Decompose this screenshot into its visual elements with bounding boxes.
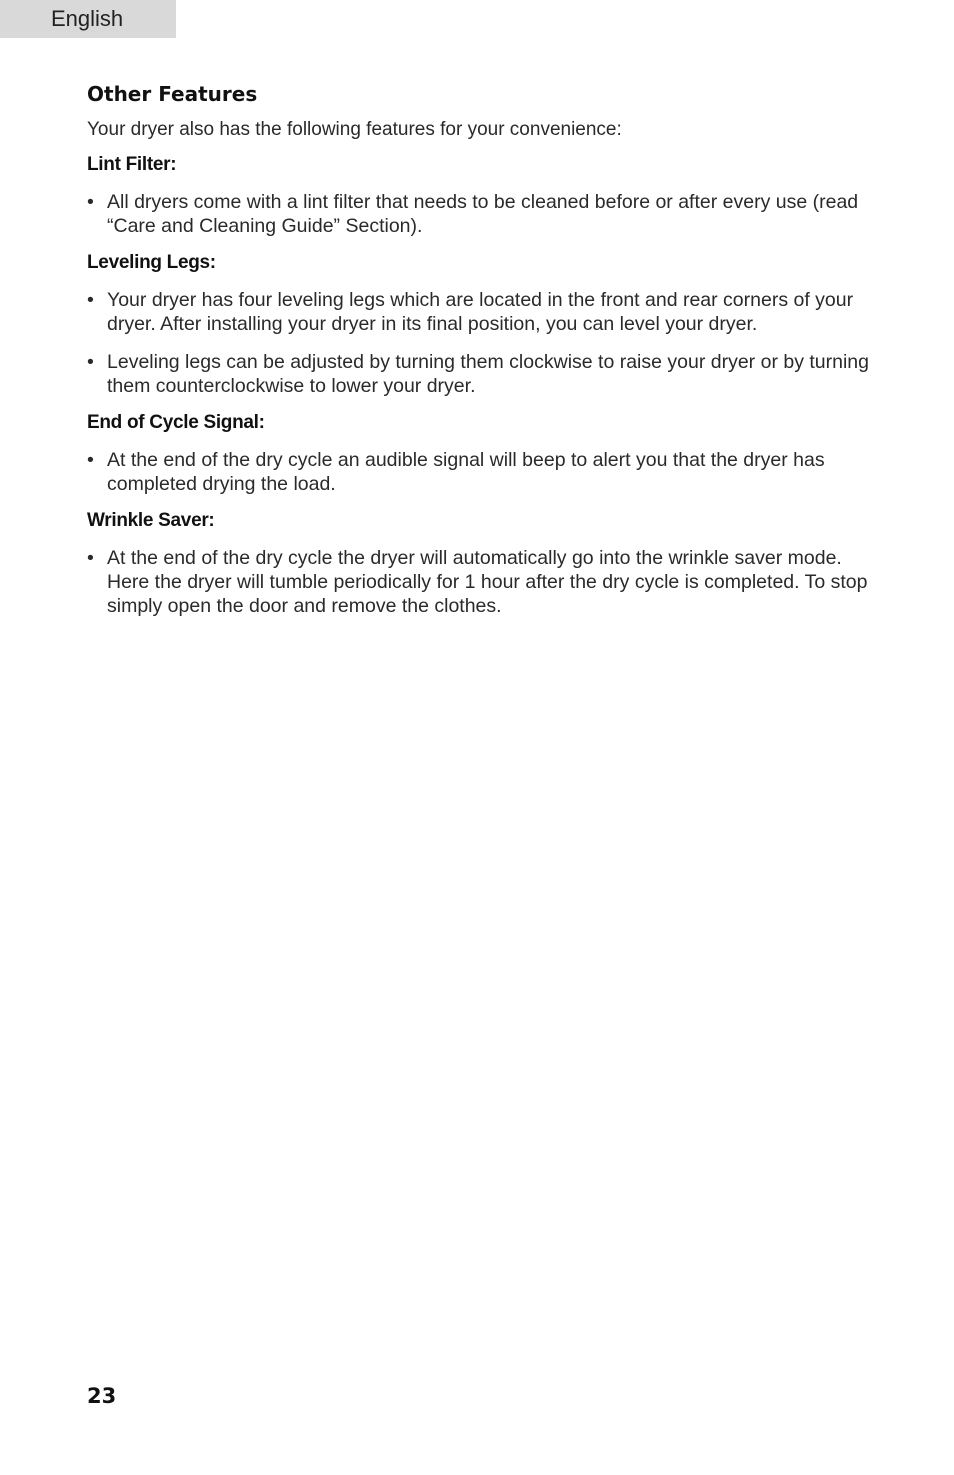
bullet-icon: • [87, 547, 94, 569]
bullet-icon: • [87, 351, 94, 373]
bullet-icon: • [87, 449, 94, 471]
leveling-legs-bullet-1 [87, 288, 887, 336]
wrinkle-saver-heading: Wrinkle Saver: [87, 510, 215, 531]
wrinkle-saver-bullet [87, 546, 887, 618]
leveling-legs-bullet-2 [87, 350, 887, 398]
page-content [87, 82, 887, 632]
bullet-icon: • [87, 191, 94, 213]
bullet-text: All dryers come with a lint filter that needs to be cleaned before or after every use (read “Care and Cleaning Guide” Section). [107, 191, 859, 237]
page-number: 23 [87, 1384, 117, 1408]
bullet-text: At the end of the dry cycle an audible signal will beep to alert you that the dryer has completed drying the load. [107, 449, 825, 495]
language-tab: English [0, 0, 176, 38]
bullet-text: At the end of the dry cycle the dryer will automatically go into the wrinkle saver mode. Here the dryer will tumble periodically for 1 hour after the dry cycle is completed. To stop simply open the door and remove the clothes. [107, 547, 868, 617]
end-of-cycle-heading: End of Cycle Signal: [87, 412, 265, 433]
end-of-cycle-bullet [87, 448, 887, 496]
bullet-text: Leveling legs can be adjusted by turning them clockwise to raise your dryer or by turning them counterclockwise to lower your dryer. [107, 351, 869, 397]
bullet-text: Your dryer has four leveling legs which are located in the front and rear corners of your dryer. After installing your dryer in its final position, you can level your dryer. [107, 289, 854, 335]
lint-filter-bullet [87, 190, 887, 238]
lint-filter-heading: Lint Filter: [87, 154, 177, 175]
leveling-legs-heading: Leveling Legs: [87, 252, 216, 273]
bullet-icon: • [87, 289, 94, 311]
page-title: Other Features [87, 82, 258, 106]
intro-text: Your dryer also has the following features for your convenience: [87, 119, 622, 140]
